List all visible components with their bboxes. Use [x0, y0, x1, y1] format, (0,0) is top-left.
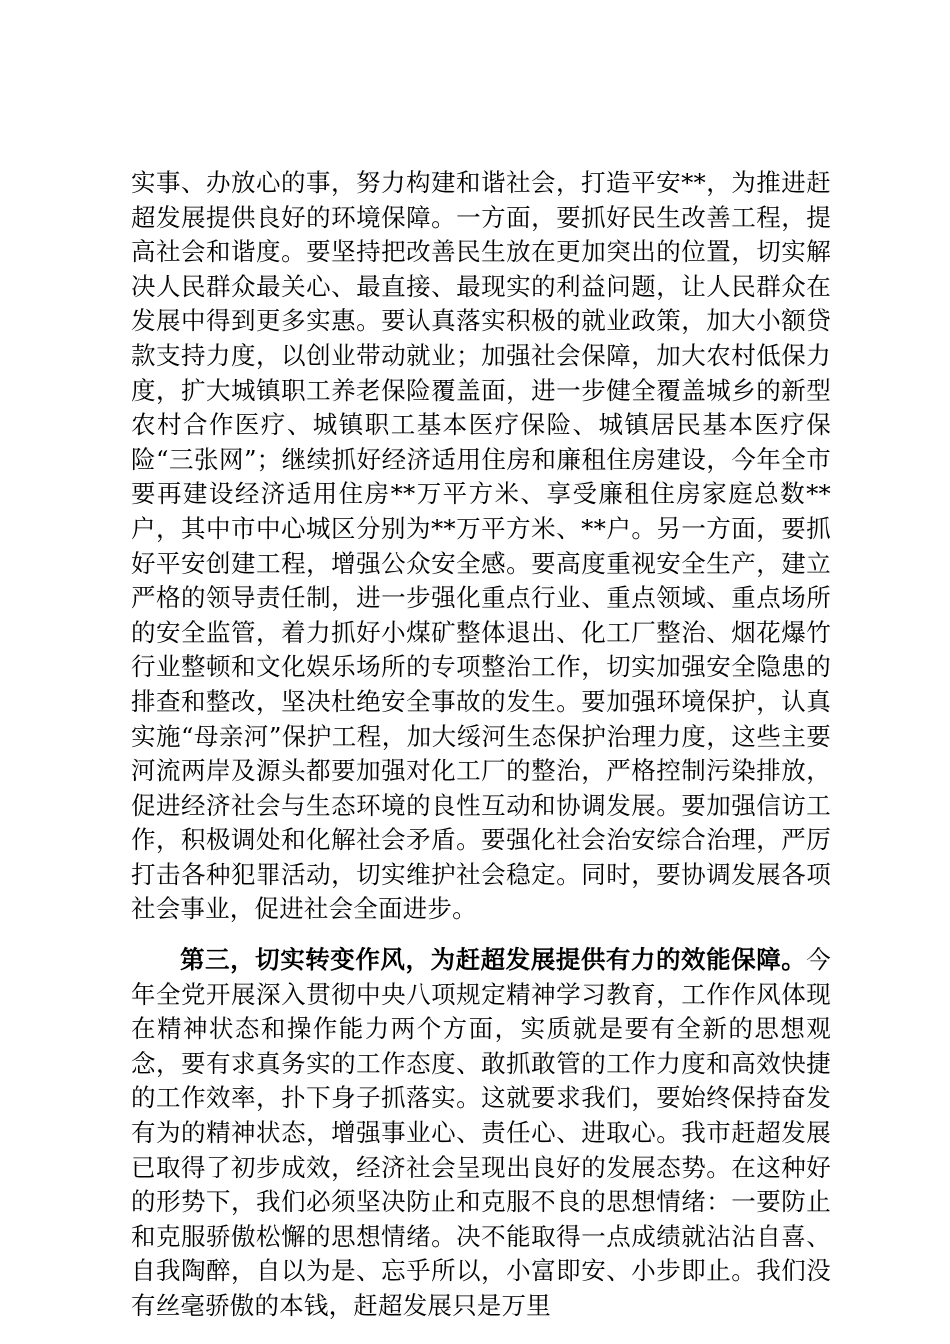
paragraph-2-lead: 第三，切实转变作风，为赶超发展提供有力的效能保障。 [180, 945, 807, 975]
document-page [131, 166, 831, 1324]
body-paragraph-2 [131, 943, 831, 1324]
body-paragraph-1 [131, 166, 831, 927]
paragraph-1-text: 实事、办放心的事，努力构建和谐社会，打造平安**，为推进赶超发展提供良好的环境保障。一方面，要抓好民生改善工程，提高社会和谐度。要坚持把改善民生放在更加突出的位置，切实解决人民群众最关心、最直接、最现实的利益问题，让人民群众在发展中得到更多实惠。要认真落实积极的就业政策，加大小额贷款支持力度，以创业带动就业；加强社会保障，加大农村低保力度，扩大城镇职工养老保险覆盖面，进一步健全覆盖城乡的新型农村合作医疗、城镇职工基本医疗保险、城镇居民基本医疗保险“三张网”；继续抓好经济适用住房和廉租住房建设，今年全市要再建设经济适用住房**万平方米、享受廉租住房家庭总数**户，其中市中心城区分别为**万平方米、**户。另一方面，要抓好平安创建工程，增强公众安全感。要高度重视安全生产，建立严格的领导责任制，进一步强化重点行业、重点领域、重点场所的安全监管，着力抓好小煤矿整体退出、化工厂整治、烟花爆竹行业整顿和文化娱乐场所的专项整治工作，切实加强安全隐患的排查和整改，坚决杜绝安全事故的发生。要加强环境保护，认真实施“母亲河”保护工程，加大绥河生态保护治理力度，这些主要河流两岸及源头都要加强对化工厂的整治，严格控制污染排放，促进经济社会与生态环境的良性互动和协调发展。要加强信访工作，积极调处和化解社会矛盾。要强化社会治安综合治理，严厉打击各种犯罪活动，切实维护社会稳定。同时，要协调发展各项社会事业，促进社会全面进步。 [131, 168, 831, 924]
paragraph-2-text: 今年全党开展深入贯彻中央八项规定精神学习教育，工作作风体现在精神状态和操作能力两个方面，实质就是要有全新的思想观念，要有求真务实的工作态度、敢抓敢管的工作力度和高效快捷的工作效率，扑下身子抓落实。这就要求我们，要始终保持奋发有为的精神状态，增强事业心、责任心、进取心。我市赶超发展已取得了初步成效，经济社会呈现出良好的发展态势。在这种好的形势下，我们必须坚决防止和克服不良的思想情绪：一要防止和克服骄傲松懈的思想情绪。决不能取得一点成绩就沾沾自喜、自我陶醉，自以为是、忘乎所以，小富即安、小步即止。我们没有丝毫骄傲的本钱，赶超发展只是万里 [131, 945, 831, 1320]
